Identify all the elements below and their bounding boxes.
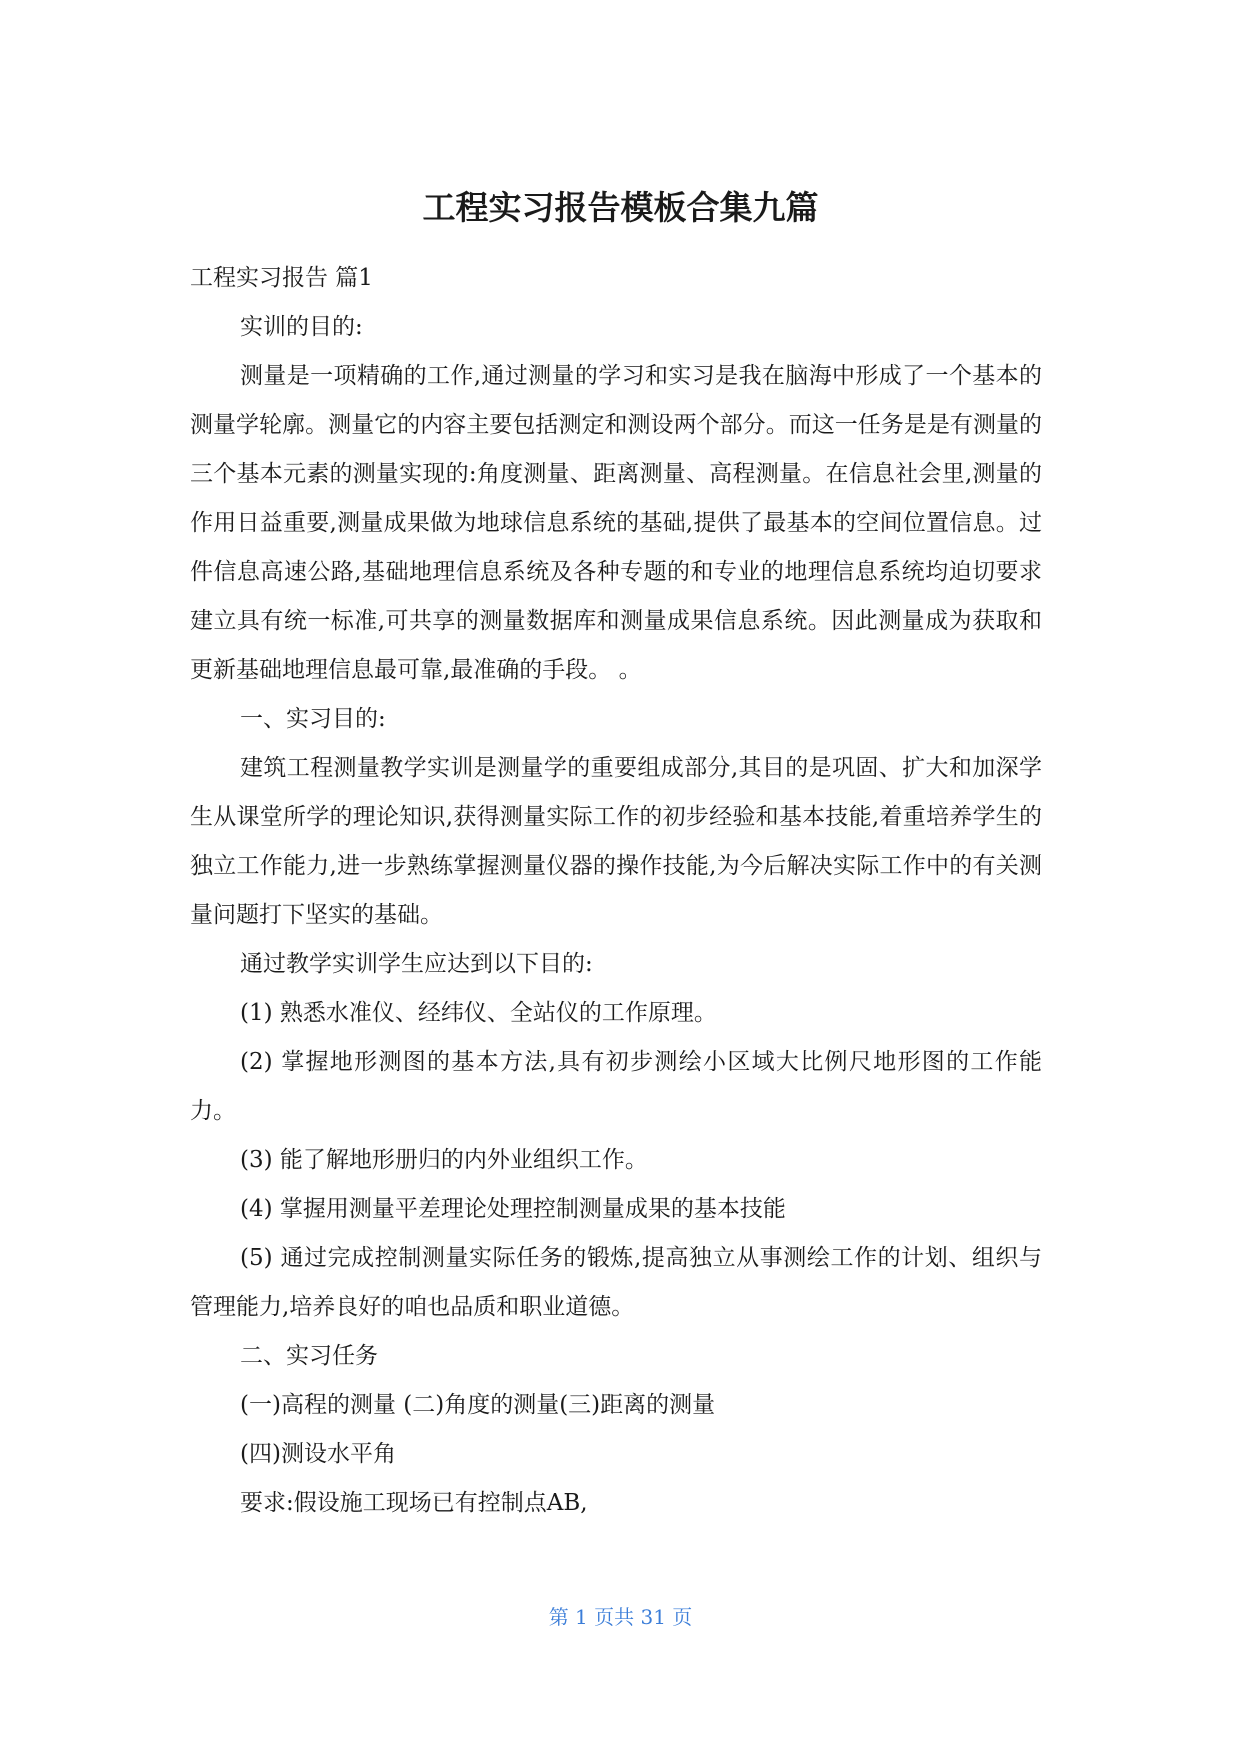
objective-item-2: (2) 掌握地形测图的基本方法,具有初步测绘小区域大比例尺地形图的工作能力。: [190, 1049, 1042, 1124]
tasks-line-1: (一)高程的测量 (二)角度的测量(三)距离的测量: [240, 1392, 716, 1418]
page-number-footer: 第 1 页共 31 页: [548, 1605, 693, 1629]
section-heading-part-1: 工程实习报告 篇1: [190, 265, 373, 291]
objective-item-3: (3) 能了解地形册归的内外业组织工作。: [240, 1147, 648, 1173]
intro-paragraph: 测量是一项精确的工作,通过测量的学习和实习是我在脑海中形成了一个基本的测量学轮廓。测量它的内容主要包括测定和测设两个部分。而这一任务是是有测量的三个基本元素的测量实现的:角度测量、距离测量、高程测量。在信息社会里,测量的作用日益重要,测量成果做为地球信息系统的基础,提供了最基本的空间位置信息。过件信息高速公路,基础地理信息系统及各种专题的和专业的地理信息系统均迫切要求建立具有统一标准,可共享的测量数据库和测量成果信息系统。因此测量成为获取和更新基础地理信息最可靠,最准确的手段。 。: [190, 363, 1042, 683]
objectives-lead: 通过教学实训学生应达到以下目的:: [240, 951, 593, 977]
document-title: 工程实习报告模板合集九篇: [422, 188, 819, 227]
objective-item-1: (1) 熟悉水准仪、经纬仪、全站仪的工作原理。: [240, 1000, 717, 1026]
goal-paragraph: 建筑工程测量教学实训是测量学的重要组成部分,其目的是巩固、扩大和加深学生从课堂所学的理论知识,获得测量实际工作的初步经验和基本技能,着重培养学生的独立工作能力,进一步熟练掌握测量仪器的操作技能,为今后解决实际工作中的有关测量问题打下坚实的基础。: [190, 755, 1042, 928]
objective-item-5: (5) 通过完成控制测量实际任务的锻炼,提高独立从事测绘工作的计划、组织与管理能力,培养良好的咱也品质和职业道德。: [190, 1245, 1042, 1320]
internship-tasks-heading: 二、实习任务: [240, 1343, 378, 1369]
requirements-line: 要求:假设施工现场已有控制点AB,: [240, 1490, 588, 1516]
internship-goal-heading: 一、实习目的:: [240, 706, 386, 732]
document-body: [190, 254, 1042, 1528]
objective-item-4: (4) 掌握用测量平差理论处理控制测量成果的基本技能: [240, 1196, 786, 1222]
training-purpose-heading: 实训的目的:: [240, 314, 363, 340]
tasks-line-2: (四)测设水平角: [240, 1441, 396, 1467]
